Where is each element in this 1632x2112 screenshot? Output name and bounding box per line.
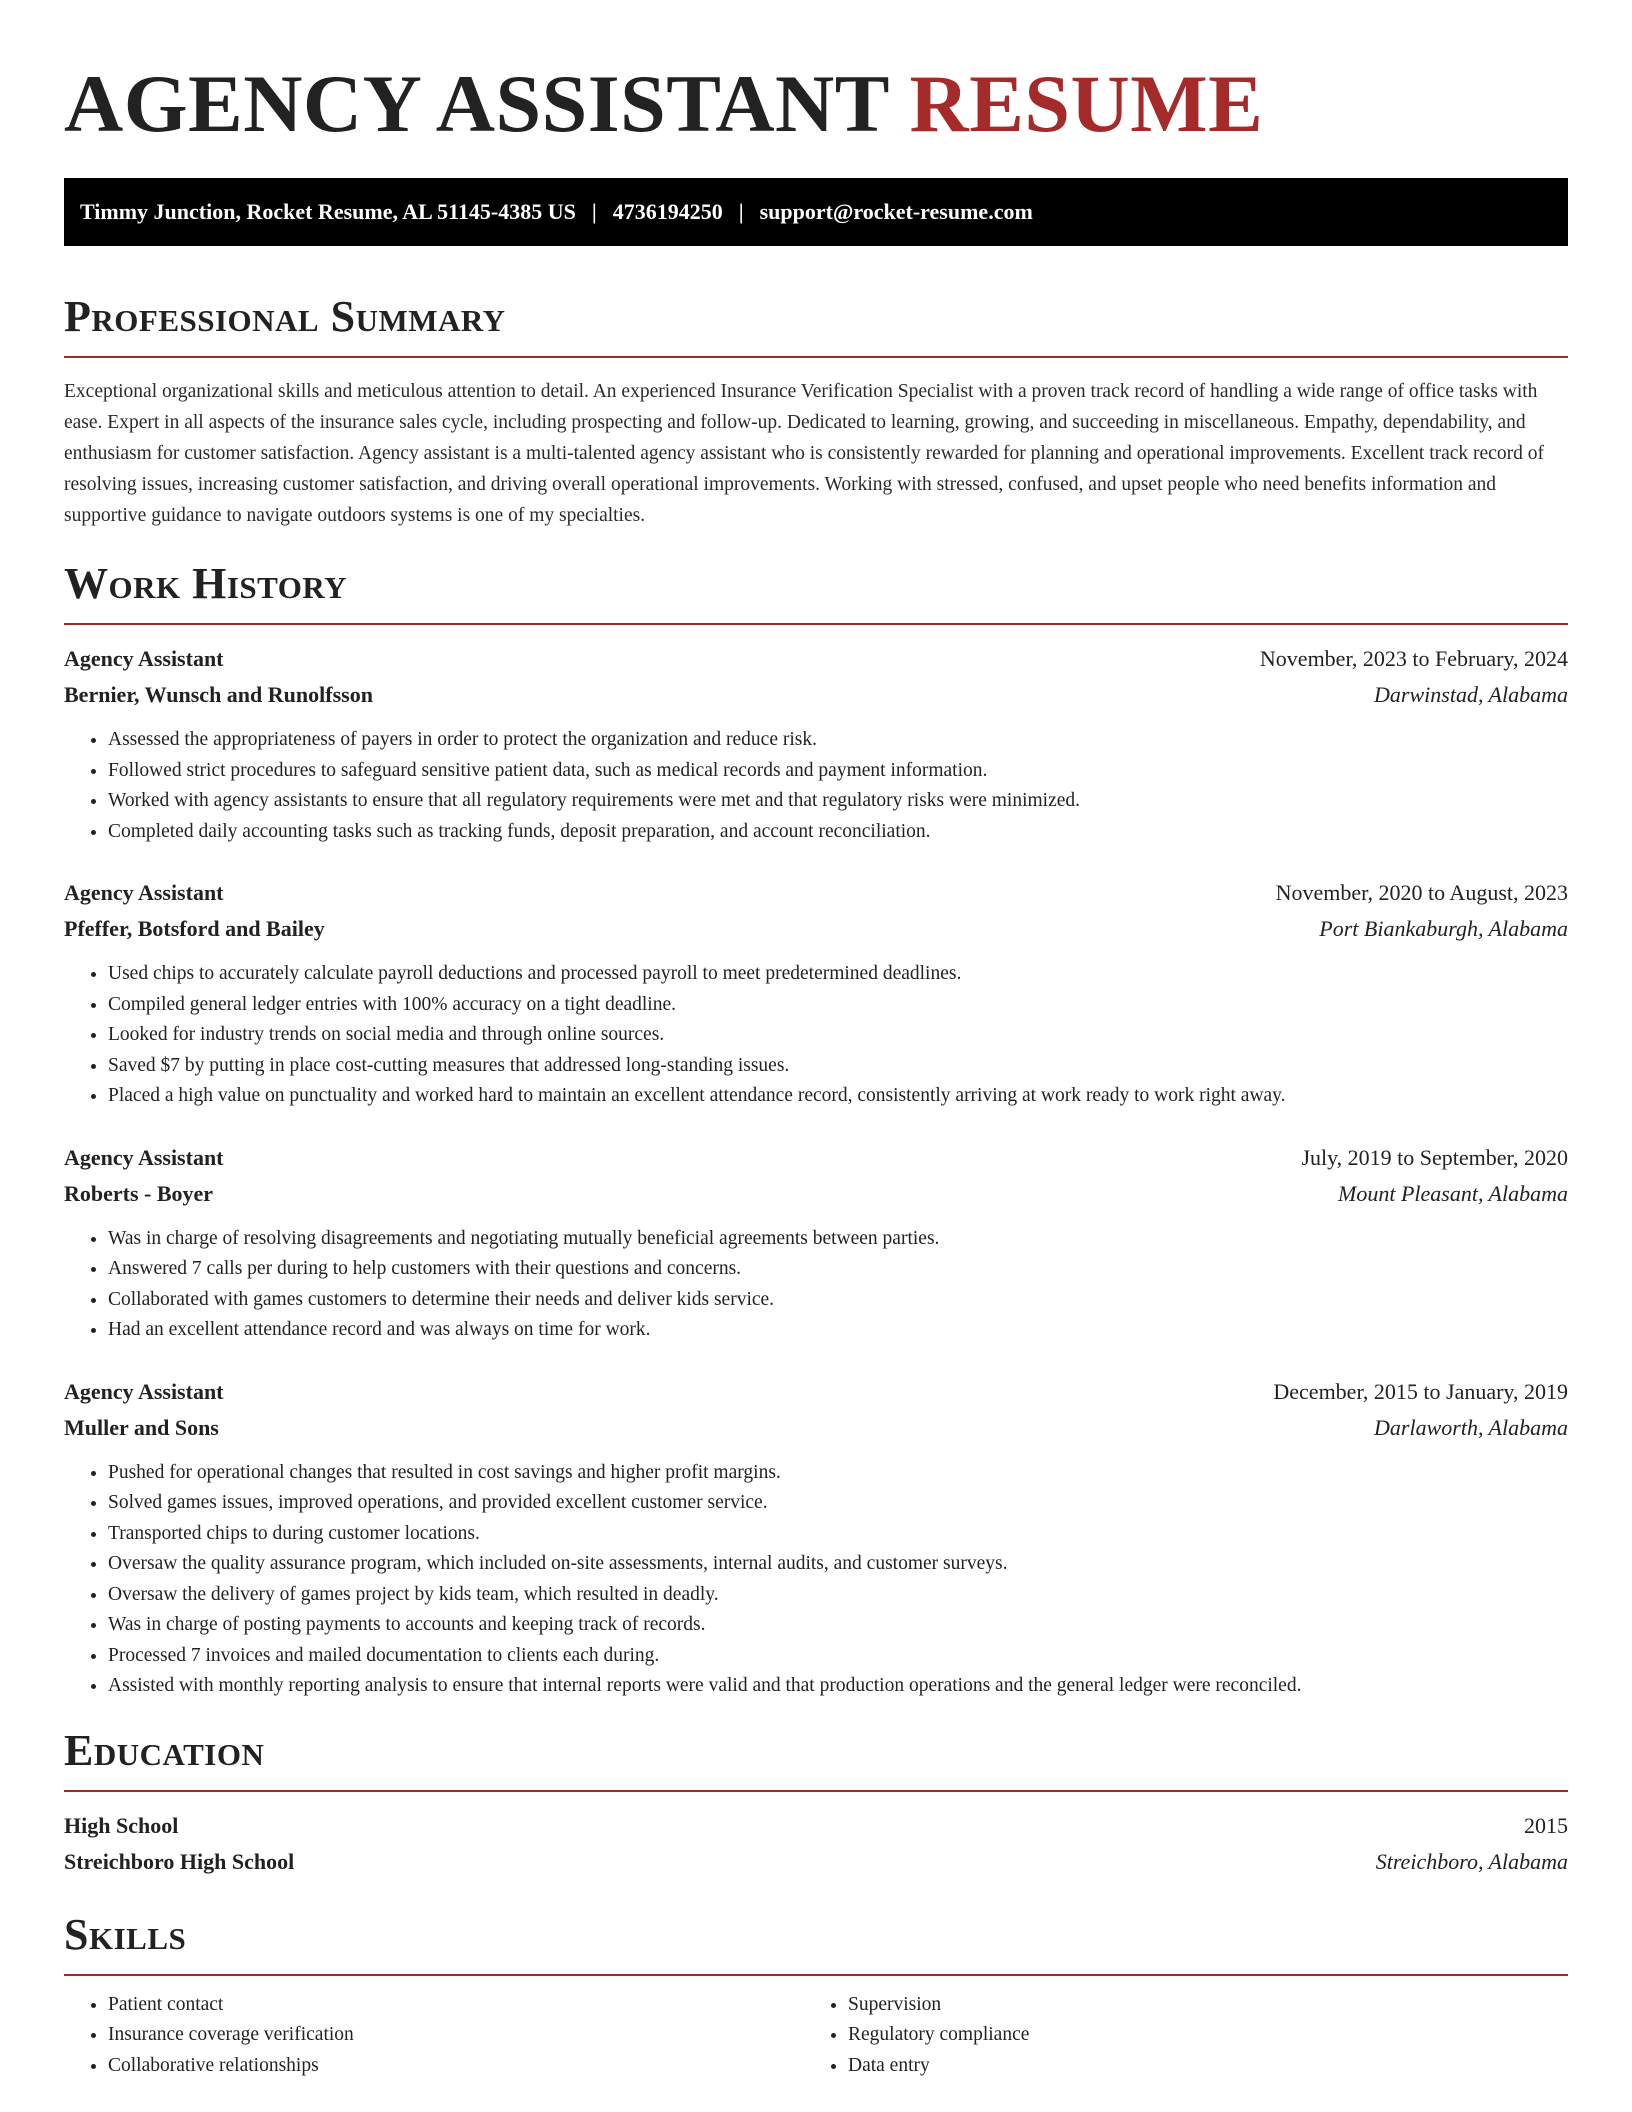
job-duties-list: [64, 1458, 1568, 1702]
summary-text: Exceptional organizational skills and meticulous attention to detail. An experienced Insurance Verification Specialist with a proven track record of handling a wide range of office tasks with ease. Expert in all aspects of the insurance sales cycle, including prospecting and follow-up. Dedicated to learning, growing, and succeeding in miscellaneous. Empathy, dependability, and enthusiasm for customer satisfaction. Agency assistant is a multi-talented agency assistant who is consistently rewarded for planning and operational improvements. Excellent track record of resolving issues, increasing customer satisfaction, and driving overall operational improvements. Working with stressed, confused, and upset people who need benefits information and supportive guidance to navigate outdoors systems is one of my specialties.: [64, 381, 1544, 526]
list-item: • Oversaw the delivery of games project by kids team, which resulted in deadly.: [108, 1580, 1568, 1611]
contact-address: Timmy Junction, Rocket Resume, AL 51145-4385 US: [80, 199, 576, 224]
list-item: • Assessed the appropriateness of payers in order to protect the organization and reduce risk.: [108, 725, 1568, 756]
list-item: • Had an excellent attendance record and was always on time for work.: [108, 1315, 1568, 1346]
section-divider: [64, 1974, 1568, 1976]
education-section: [64, 1726, 1568, 1880]
list-item: • Answered 7 calls per during to help customers with their questions and concerns.: [108, 1254, 1568, 1285]
contact-separator: |: [738, 199, 744, 224]
title-accent: RESUME: [909, 58, 1264, 149]
education-year: 2015: [1524, 1812, 1568, 1838]
job-duties-list: [64, 1224, 1568, 1346]
summary-heading: Professional Summary: [64, 292, 506, 341]
contact-phone: 4736194250: [612, 199, 723, 224]
job-location: Mount Pleasant, Alabama: [1338, 1180, 1568, 1206]
education-degree: High School: [64, 1812, 179, 1838]
list-item: • Was in charge of posting payments to accounts and keeping track of records.: [108, 1610, 1568, 1641]
job-entry: [64, 1140, 1568, 1346]
job-company: Bernier, Wunsch and Runolfsson: [64, 682, 373, 707]
job-dates: December, 2015 to January, 2019: [1273, 1378, 1568, 1404]
job-dates: July, 2019 to September, 2020: [1301, 1144, 1568, 1170]
list-item: • Completed daily accounting tasks such as tracking funds, deposit preparation, and account reconciliation.: [108, 817, 1568, 848]
education-heading: Education: [64, 1725, 265, 1775]
list-item: • Saved $7 by putting in place cost-cutting measures that addressed long-standing issues.: [108, 1051, 1568, 1082]
list-item: • Assisted with monthly reporting analysis to ensure that internal reports were valid and that production operations and the general ledger were reconciled.: [108, 1671, 1568, 1702]
resume-page: [64, 0, 1568, 2081]
skill-item: • Regulatory compliance: [848, 2020, 1544, 2051]
summary-section: [64, 292, 1568, 531]
list-item: • Collaborated with games customers to determine their needs and deliver kids service.: [108, 1285, 1568, 1316]
list-item: • Was in charge of resolving disagreements and negotiating mutually beneficial agreements between parties.: [108, 1224, 1568, 1255]
job-title: Agency Assistant: [64, 880, 224, 905]
job-location: Darwinstad, Alabama: [1374, 682, 1568, 707]
list-item: • Placed a high value on punctuality and worked hard to maintain an excellent attendance record, consistently arriving at work ready to work right away.: [108, 1081, 1568, 1112]
job-company: Roberts - Boyer: [64, 1180, 214, 1206]
job-location: Port Biankaburgh, Alabama: [1319, 916, 1568, 941]
section-divider: [64, 1790, 1568, 1792]
job-dates: November, 2023 to February, 2024: [1259, 646, 1568, 671]
contact-email: support@rocket-resume.com: [759, 199, 1033, 224]
education-location: Streichboro, Alabama: [1375, 1848, 1568, 1874]
list-item: • Processed 7 invoices and mailed documentation to clients each during.: [108, 1641, 1568, 1672]
skill-item: • Insurance coverage verification: [108, 2020, 804, 2051]
list-item: • Oversaw the quality assurance program, which included on-site assessments, internal audits, and customer surveys.: [108, 1549, 1568, 1580]
job-title: Agency Assistant: [64, 646, 224, 671]
skill-item: • Patient contact: [108, 1990, 804, 2021]
list-item: • Used chips to accurately calculate payroll deductions and processed payroll to meet predetermined deadlines.: [108, 959, 1568, 990]
skills-list-left: [64, 1990, 804, 2082]
skill-item: • Data entry: [848, 2051, 1544, 2082]
education-school: Streichboro High School: [64, 1848, 295, 1874]
job-company: Muller and Sons: [64, 1414, 219, 1440]
job-duties-list: [64, 725, 1568, 847]
work-history-section: [64, 559, 1568, 1702]
list-item: • Followed strict procedures to safeguard sensitive patient data, such as medical records and payment information.: [108, 756, 1568, 787]
skills-list-right: [804, 1990, 1544, 2082]
job-title: Agency Assistant: [64, 1144, 224, 1170]
skill-item: • Supervision: [848, 1990, 1544, 2021]
job-location: Darlaworth, Alabama: [1374, 1414, 1568, 1440]
job-company: Pfeffer, Botsford and Bailey: [64, 916, 325, 941]
job-duties-list: [64, 959, 1568, 1112]
contact-bar: [64, 178, 1568, 246]
contact-separator: |: [591, 199, 597, 224]
job-entry: [64, 875, 1568, 1112]
skill-item: • Collaborative relationships: [108, 2051, 804, 2082]
job-entry: [64, 641, 1568, 847]
job-entry: [64, 1374, 1568, 1702]
skills-section: [64, 1910, 1568, 2082]
work-history-heading: Work History: [64, 559, 348, 608]
list-item: • Transported chips to during customer locations.: [108, 1519, 1568, 1550]
section-divider: [64, 356, 1568, 358]
section-divider: [64, 623, 1568, 625]
list-item: • Worked with agency assistants to ensure that all regulatory requirements were met and that regulatory risks were minimized.: [108, 786, 1568, 817]
title-main: AGENCY ASSISTANT: [64, 58, 889, 149]
skills-heading: Skills: [64, 1909, 187, 1959]
skills-columns: [64, 1990, 1568, 2082]
job-title: Agency Assistant: [64, 1378, 224, 1404]
job-dates: November, 2020 to August, 2023: [1275, 880, 1568, 905]
list-item: • Solved games issues, improved operations, and provided excellent customer service.: [108, 1488, 1568, 1519]
list-item: • Pushed for operational changes that resulted in cost savings and higher profit margins.: [108, 1458, 1568, 1489]
resume-title: [64, 58, 1568, 150]
list-item: • Compiled general ledger entries with 100% accuracy on a tight deadline.: [108, 990, 1568, 1021]
list-item: • Looked for industry trends on social media and through online sources.: [108, 1020, 1568, 1051]
